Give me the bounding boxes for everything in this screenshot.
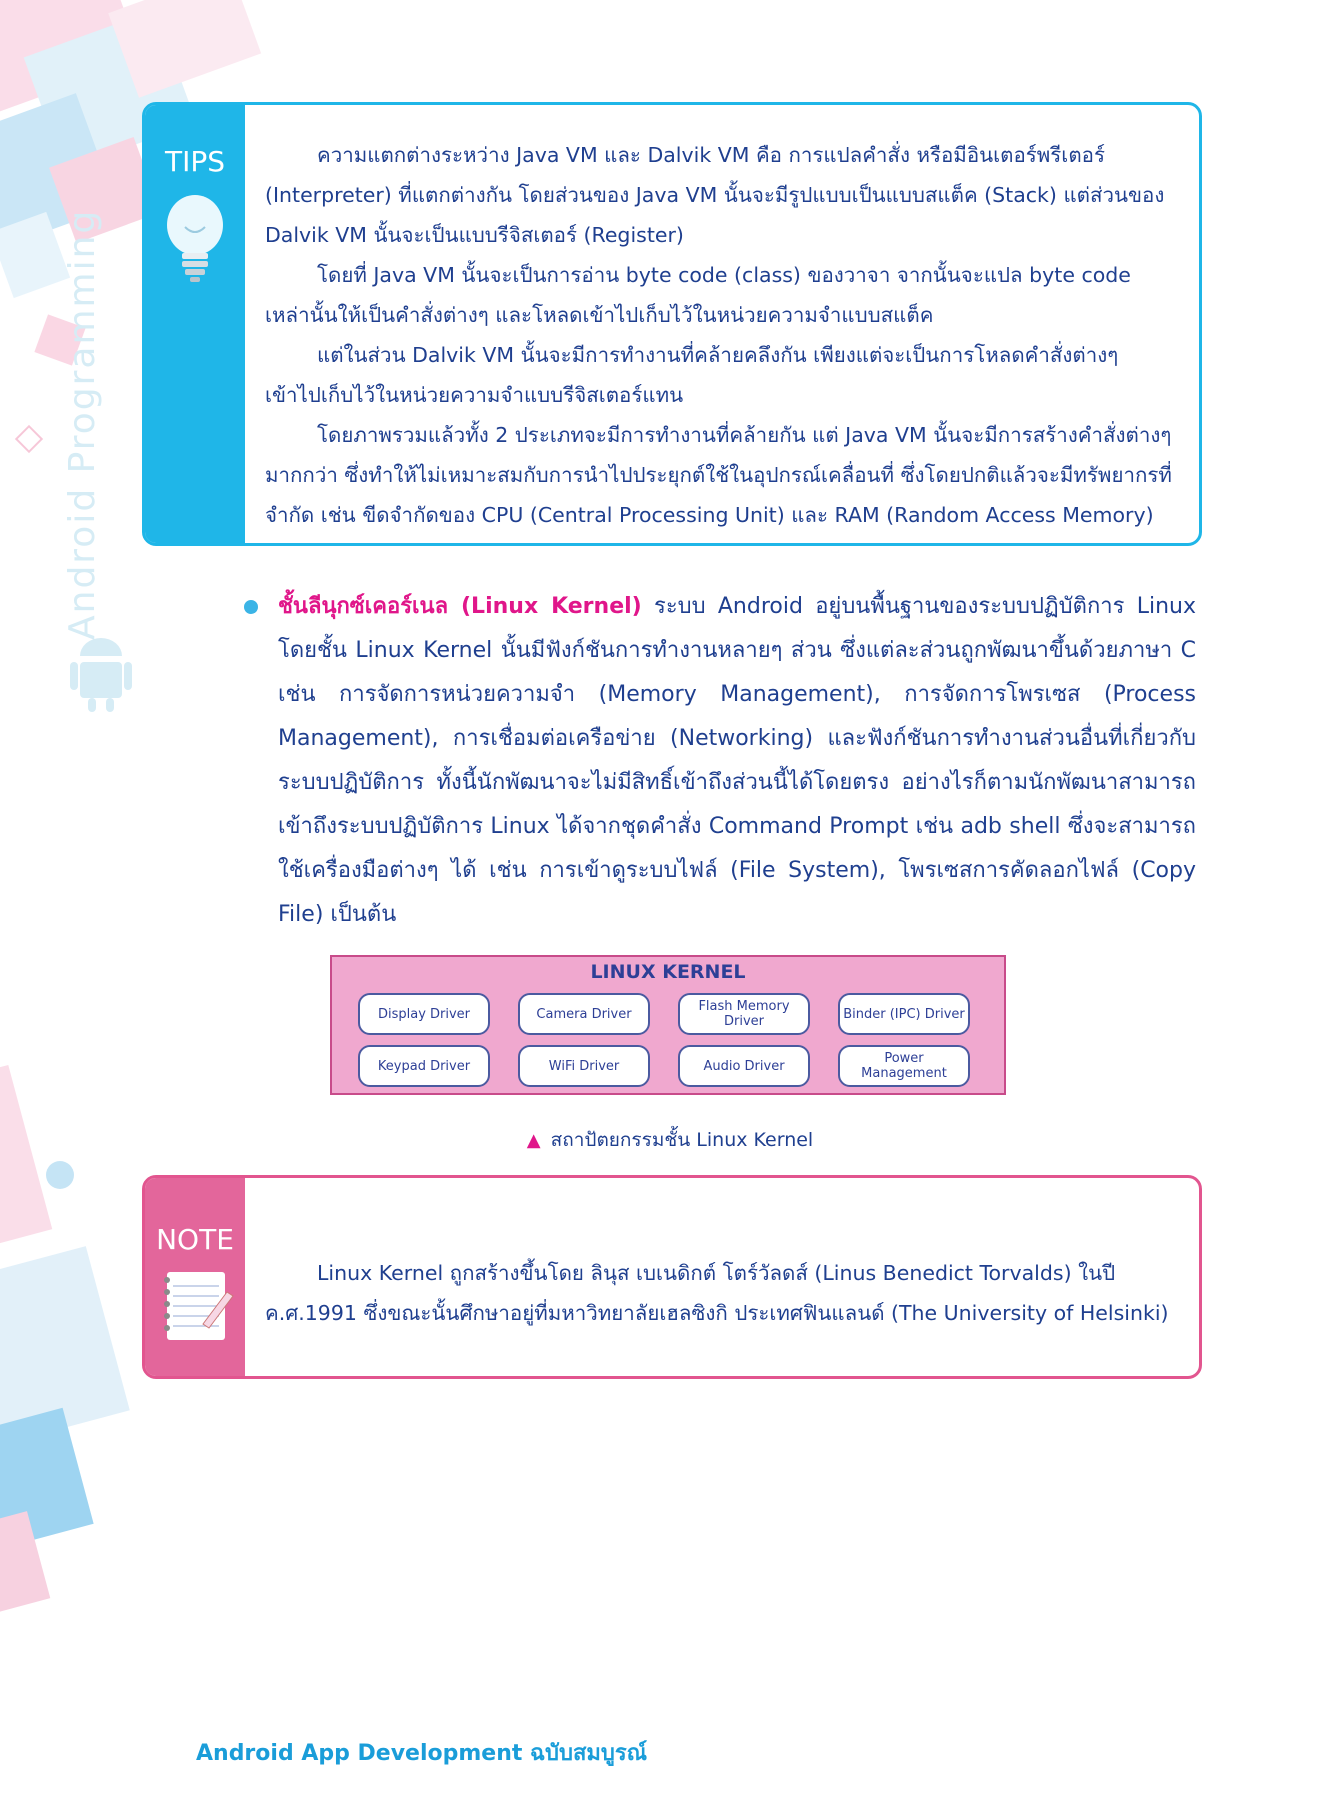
tips-paragraph: โดยที่ Java VM นั้นจะเป็นการอ่าน byte code (class) ของวาจา จากนั้นจะแปล byte code เหล่านั้นให้เป็นคำสั่งต่างๆ และโหลดเข้าไปเก็บไว้ในหน่วยความจำแบบสแต็ค [265, 263, 1131, 327]
sidebar-title: Android Programming [62, 208, 103, 640]
kernel-title: LINUX KERNEL [590, 961, 746, 983]
triangle-icon: ▲ [526, 1130, 541, 1151]
figure-caption [0, 1125, 1340, 1155]
driver-box: Camera Driver [518, 993, 650, 1035]
tips-label: TIPS [164, 145, 226, 178]
driver-box: WiFi Driver [518, 1045, 650, 1087]
bullet-dot [244, 600, 258, 614]
tips-text [265, 135, 1179, 535]
driver-box: Audio Driver [678, 1045, 810, 1087]
tips-paragraph: แต่ในส่วน Dalvik VM นั้นจะมีการทำงานที่คล้ายคลึงกัน เพียงแต่จะเป็นการโหลดคำสั่งต่างๆ เข้าไปเก็บไว้ในหน่วยความจำแบบรีจิสเตอร์แทน [265, 343, 1119, 407]
driver-box: Flash Memory Driver [678, 993, 810, 1035]
driver-box: Power Management [838, 1045, 970, 1087]
footer-title: Android App Development ฉบับสมบูรณ์ [196, 1741, 648, 1766]
tips-sidebar [145, 105, 245, 543]
tips-box [142, 102, 1202, 546]
linux-kernel-diagram [330, 955, 1006, 1095]
driver-box: Binder (IPC) Driver [838, 993, 970, 1035]
notepad-icon [157, 1266, 237, 1346]
note-label: NOTE [156, 1223, 234, 1256]
lightbulb-icon [160, 187, 230, 287]
note-text [265, 1253, 1179, 1333]
note-sidebar [145, 1178, 245, 1376]
note-paragraph: Linux Kernel ถูกสร้างขึ้นโดย ลินุส เบเนดิกต์ โตร์วัลดส์ (Linus Benedict Torvalds) ในปี ค.ศ.1991 ซึ่งขณะนั้นศึกษาอยู่ที่มหาวิทยาลัยเฮลซิงกิ ประเทศฟินแลนด์ (The University of Helsinki) [265, 1261, 1169, 1325]
caption-text: สถาปัตยกรรมชั้น Linux Kernel [550, 1129, 814, 1151]
tips-paragraph: โดยภาพรวมแล้วทั้ง 2 ประเภทจะมีการทำงานที่คล้ายกัน แต่ Java VM นั้นจะมีการสร้างคำสั่งต่างๆ มากกว่า ซึ่งทำให้ไม่เหมาะสมกับการนำไปประยุกต์ใช้ในอุปกรณ์เคลื่อนที่ ซึ่งโดยปกติแล้วจะมีทรัพยากรที่จำกัด เช่น ขีดจำกัดของ CPU (Central Processing Unit) และ RAM (Random Access Memory) [265, 423, 1172, 527]
bullet-term: ชั้นลีนุกซ์เคอร์เนล (Linux Kernel) [278, 594, 642, 619]
driver-box: Display Driver [358, 993, 490, 1035]
bullet-body: ระบบ Android อยู่บนพื้นฐานของระบบปฏิบัติการ Linux โดยชั้น Linux Kernel นั้นมีฟังก์ชันการทำงานหลายๆ ส่วน ซึ่งแต่ละส่วนถูกพัฒนาขึ้นด้วยภาษา C เช่น การจัดการหน่วยความจำ (Memory Management), การจัดการโพรเซส (Process Management), การเชื่อมต่อเครือข่าย (Networking) และฟังก์ชันการทำงานส่วนอื่นที่เกี่ยวกับระบบปฏิบัติการ ทั้งนี้นักพัฒนาจะไม่มีสิทธิ์เข้าถึงส่วนนี้ได้โดยตรง อย่างไรก็ตามนักพัฒนาสามารถเข้าถึงระบบปฏิบัติการ Linux ได้จากชุดคำสั่ง Command Prompt เช่น adb shell ซึ่งจะสามารถใช้เครื่องมือต่างๆ ได้ เช่น การเข้าดูระบบไฟล์ (File System), โพรเซสการคัดลอกไฟล์ (Copy File) เป็นต้น [278, 594, 1196, 927]
tips-paragraph: ความแตกต่างระหว่าง Java VM และ Dalvik VM คือ การแปลคำสั่ง หรือมีอินเตอร์พรีเตอร์ (Interpreter) ที่แตกต่างกัน โดยส่วนของ Java VM นั้นจะมีรูปแบบเป็นแบบสแต็ค (Stack) แต่ส่วนของ Dalvik VM นั้นจะเป็นแบบรีจิสเตอร์ (Register) [265, 143, 1165, 247]
linux-kernel-bullet [278, 585, 1196, 937]
note-box [142, 1175, 1202, 1379]
driver-box: Keypad Driver [358, 1045, 490, 1087]
